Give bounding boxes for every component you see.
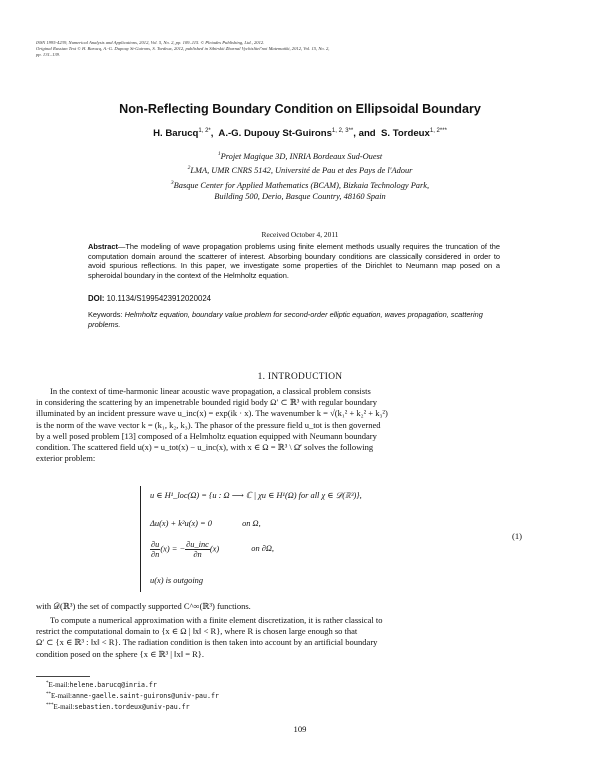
footnote-1 <box>46 681 157 689</box>
equation-1: u ∈ H¹_loc(Ω) = {u : Ω ⟶ ℂ | χu ∈ H¹(Ω) for all χ ∈ 𝒟(ℝ³)}, <box>150 491 362 500</box>
keywords-text: Helmholtz equation, boundary value problem for second-order elliptic equation, waves propagation, scattering problems. <box>88 310 483 329</box>
aff1-sup: 1 <box>217 151 221 157</box>
footnote-1-email[interactable]: helene.barucq@inria.fr <box>69 681 157 690</box>
para1-line-4: is the norm of the wave vector k = (k₁, k₂, k₃). The phasor of the pressure field u_tot is then governed <box>36 419 381 430</box>
header-line-1: ISSN 1995-4239, Numerical Analysis and Applications, 2012, Vol. 5, No. 2, pp. 109–115. © Pleiades Publishing, Ltd., 2012. <box>36 40 265 45</box>
author-and: , and <box>353 128 376 140</box>
duinc-dn-fraction <box>185 540 210 559</box>
affiliation-3 <box>0 178 600 202</box>
author-2: A.-G. Dupouy St-Guirons <box>218 128 332 140</box>
aff2-sup: 2 <box>187 165 191 171</box>
para1-line-6: condition. The scattered field u(x) = u_tot(x) − u_inc(x), with x ∈ Ω = ℝ³ \ Ω̄′ solves the following <box>36 442 374 453</box>
after-system-text <box>36 601 563 612</box>
abstract-text: —The modeling of wave propagation problems using finite element methods usually requires the truncation of the computation domain around the scatterer of interest. Absorbing boundary conditions are classically considered in order to avoid spurious reflections. In this paper, we investigate some properties of the Dirichlet to Neumann map posed on a spheroidal boundary in the context of the Helmholtz equation. <box>88 242 500 281</box>
paper-title: Non-Reflecting Boundary Condition on Ellipsoidal Boundary <box>119 102 481 116</box>
equation-3-mid: (x) = − <box>160 544 186 554</box>
footnote-1-label: E-mail: <box>48 681 70 690</box>
doi <box>88 294 211 303</box>
intro-paragraph <box>36 386 563 464</box>
affiliation-1 <box>0 149 600 162</box>
second-paragraph <box>36 615 563 660</box>
footnote-3 <box>46 703 190 711</box>
footnote-2 <box>46 692 219 700</box>
aff3-line-2: Building 500, Derio, Basque Country, 48160 Spain <box>214 191 386 201</box>
equation-3 <box>150 540 274 559</box>
para1-line-1: In the context of time-harmonic linear acoustic wave propagation, a classical problem consists <box>50 386 371 396</box>
affiliation-2 <box>0 163 600 176</box>
received-date: Received October 4, 2011 <box>261 230 339 239</box>
after-system-line: with 𝒟(ℝ³) the set of compactly supported C^∞(ℝ³) functions. <box>36 601 251 611</box>
para1-line-5: by a well posed problem [13] composed of a Helmholtz equation equipped with Neumann boundary <box>36 430 377 441</box>
duinc-den: ∂n <box>193 550 202 559</box>
doi-label: DOI: <box>88 294 105 303</box>
para2-line-1: To compute a numerical approximation with a finite element discretization, it is rather classical to <box>50 615 383 625</box>
author-3-sup: 1, 2*** <box>429 128 447 134</box>
equation-2-lhs: Δu(x) + k²u(x) = 0 <box>150 519 212 528</box>
equation-number: (1) <box>512 531 523 541</box>
equation-3-domain: on ∂Ω, <box>251 544 275 554</box>
para2-line-2: restrict the computational domain to {x ∈ Ω | ‖x‖ < R}, where R is chosen large enough so that <box>36 626 358 637</box>
aff1-text: Projet Magique 3D, INRIA Bordeaux Sud-Ouest <box>220 151 383 161</box>
footnote-3-label: E-mail: <box>53 703 75 712</box>
keywords-label: Keywords: <box>88 310 123 319</box>
duinc-num: ∂u_inc <box>186 540 209 549</box>
footnote-2-label: E-mail: <box>51 692 72 701</box>
footnote-2-mark: ** <box>46 692 51 697</box>
journal-header <box>36 40 566 57</box>
du-num: ∂u <box>151 540 160 549</box>
footnote-2-email[interactable]: anne-gaelle.saint-guirons@univ-pau.fr <box>72 692 219 701</box>
author-3: S. Tordeux <box>381 128 430 140</box>
author-list: H. Barucq$^{1, 2*}$, A.-G. Dupouy St-Guirons$^{1, 2, 3**}$, and S. Tordeux$^{1, 2***}$ <box>153 128 447 140</box>
author-1: H. Barucq <box>153 128 199 140</box>
footnote-3-email[interactable]: sebastien.tordeux@univ-pau.fr <box>74 703 190 712</box>
para2-line-4: condition posed on the sphere {x ∈ ℝ³ | ‖x‖ = R}. <box>36 648 205 659</box>
header-line-3: pp. 131–139. <box>36 51 61 57</box>
footnote-3-mark: *** <box>46 703 54 708</box>
author-2-sup: 1, 2, 3** <box>331 128 354 134</box>
equation-4: u(x) is outgoing <box>150 576 204 585</box>
section-heading: 1. INTRODUCTION <box>257 372 343 382</box>
page-number: 109 <box>293 724 307 734</box>
du-den: ∂n <box>151 550 160 559</box>
aff3-line-1: Basque Center for Applied Mathematics (BCAM), Bizkaia Technology Park, <box>173 180 430 190</box>
aff2-text: LMA, UMR CNRS 5142, Université de Pau et des Pays de l'Adour <box>190 165 413 175</box>
para1-line-7: exterior problem: <box>36 453 96 464</box>
aff3-sup: 3 <box>170 180 174 186</box>
footnote-rule <box>36 676 90 677</box>
abstract <box>88 242 500 281</box>
footnote-1-mark: * <box>46 681 49 686</box>
equation-2-domain: on Ω, <box>242 519 261 528</box>
para1-line-3: illuminated by an incident pressure wave u_inc(x) = exp(ik · x). The wavenumber k = √(k₁² + k₂² + k₃²) <box>36 408 388 419</box>
keywords <box>88 310 500 330</box>
system-brace <box>140 486 149 592</box>
author-1-sup: 1, 2* <box>198 128 211 134</box>
abstract-label: Abstract <box>88 242 118 251</box>
du-dn-fraction <box>150 540 160 559</box>
equation-3-tail: (x) <box>209 544 220 554</box>
equation-2 <box>150 519 261 528</box>
doi-value[interactable]: 10.1134/S1995423912020024 <box>106 294 211 303</box>
para1-line-2: in considering the scattering by an impenetrable bounded rigid body Ω′ ⊂ ℝ³ with regular boundary <box>36 397 377 408</box>
header-line-2: Original Russian Text © H. Barucq, A.-G. Dupouy St-Guirons, S. Tordeux, 2012, published in Sibirskii Zhurnal Vychislitel'noi Matematiki, 2012, Vol. 15, No. 2, <box>36 45 330 51</box>
para2-line-3: Ω′ ⊂ {x ∈ ℝ³ : ‖x‖ < R}. The radiation condition is then taken into account by an artificial boundary <box>36 637 378 648</box>
